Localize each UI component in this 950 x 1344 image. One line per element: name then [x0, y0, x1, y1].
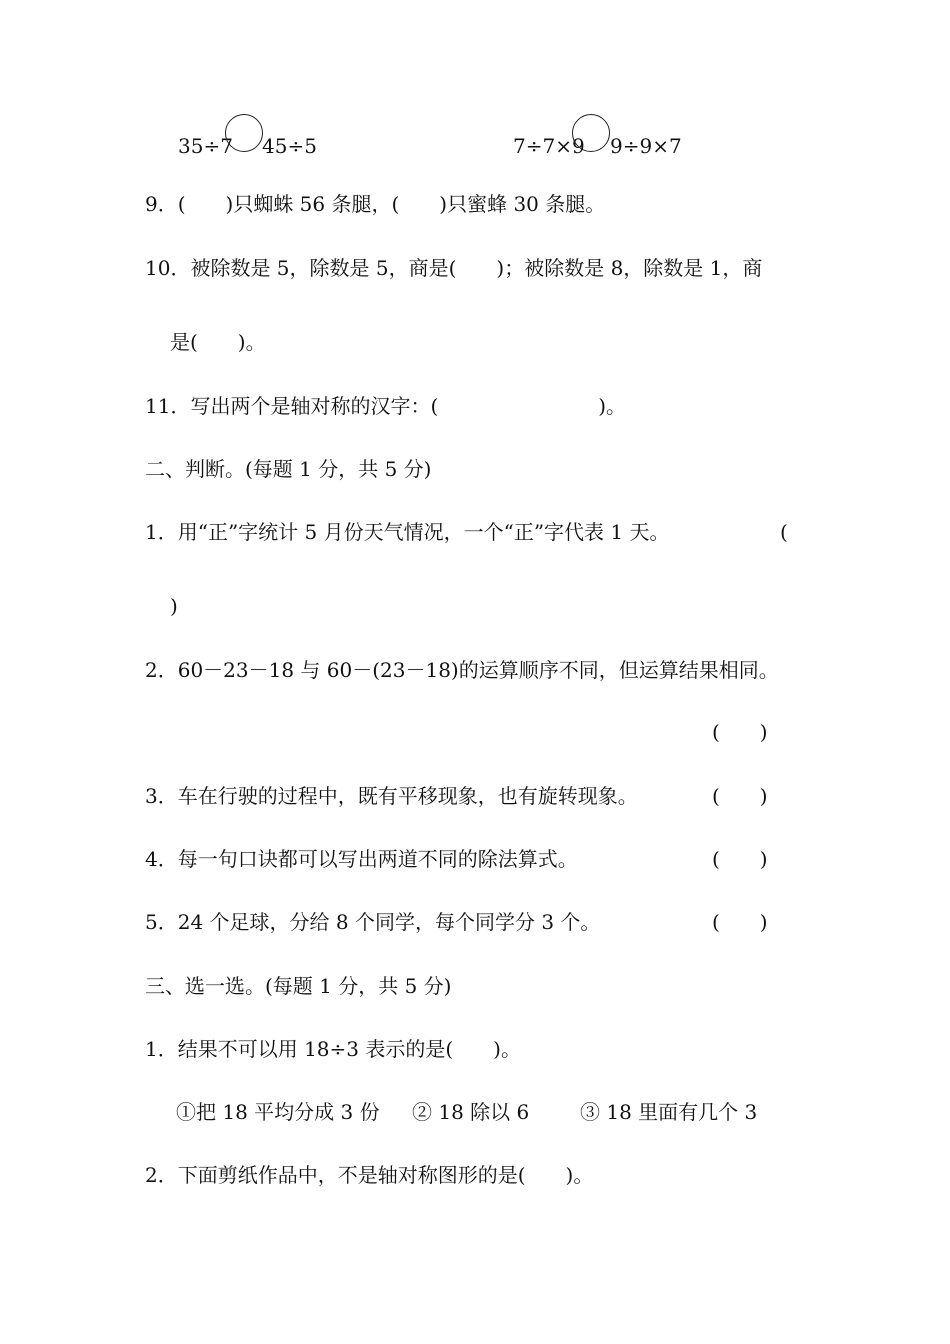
choice-question-1: 1．结果不可以用 18÷3 表示的是( )。 [145, 1037, 521, 1061]
question-10-line1: 10．被除数是 5，除数是 5，商是( )；被除数是 8，除数是 1，商 [145, 256, 763, 280]
judge-item-4: 4．每一句口诀都可以写出两道不同的除法算式。 [145, 847, 578, 871]
choice-option-2[interactable]: ② 18 除以 6 [412, 1100, 530, 1124]
judge-item-3: 3．车在行驶的过程中，既有平移现象，也有旋转现象。 [145, 784, 638, 808]
choice-option-1[interactable]: ①把 18 平均分成 3 份 [176, 1100, 380, 1124]
compare-right-a: 7÷7×9 [513, 134, 585, 158]
judge-item-3-paren[interactable]: ( ) [712, 784, 768, 808]
judge-item-1-paren-open: ( [780, 520, 788, 544]
question-10-line2: 是( )。 [170, 330, 266, 354]
question-9: 9．( )只蜘蛛 56 条腿，( )只蜜蜂 30 条腿。 [145, 192, 606, 216]
section-3-title: 三、选一选。(每题 1 分，共 5 分) [145, 974, 452, 998]
compare-circle-left[interactable] [225, 114, 263, 152]
compare-right-b: 9÷9×7 [610, 134, 682, 158]
judge-item-2-paren[interactable]: ( ) [712, 720, 768, 744]
judge-item-5-paren[interactable]: ( ) [712, 910, 768, 934]
judge-item-1-paren-close: ) [170, 594, 178, 618]
question-11: 11．写出两个是轴对称的汉字：( )。 [145, 394, 627, 418]
judge-item-2: 2．60－23－18 与 60－(23－18)的运算顺序不同，但运算结果相同。 [145, 658, 779, 682]
section-2-title: 二、判断。(每题 1 分，共 5 分) [145, 457, 432, 481]
judge-item-1: 1．用“正”字统计 5 月份天气情况，一个“正”字代表 1 天。 [145, 520, 670, 544]
choice-option-3[interactable]: ③ 18 里面有几个 3 [580, 1100, 758, 1124]
judge-item-5: 5．24 个足球，分给 8 个同学，每个同学分 3 个。 [145, 910, 601, 934]
compare-left-b: 45÷5 [262, 134, 317, 158]
compare-left-a: 35÷7 [178, 134, 233, 158]
compare-circle-right[interactable] [572, 114, 610, 152]
choice-question-2: 2．下面剪纸作品中，不是轴对称图形的是( )。 [145, 1163, 594, 1187]
judge-item-4-paren[interactable]: ( ) [712, 847, 768, 871]
